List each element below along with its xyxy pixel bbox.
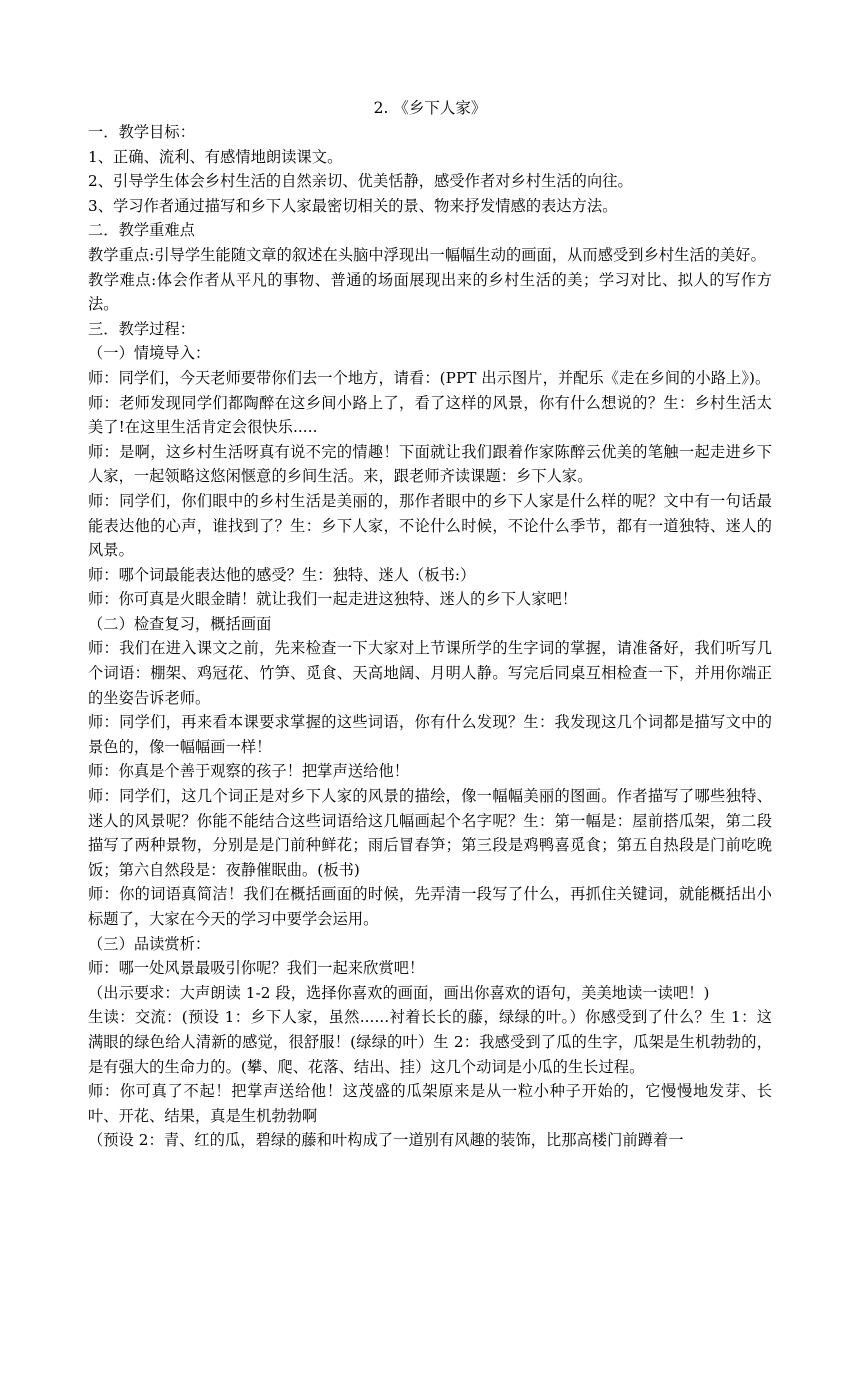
objective-3: 3、学习作者通过描写和乡下人家最密切相关的景、物来抒发情感的表达方法。: [88, 196, 618, 215]
objective-2: 2、引导学生体会乡村生活的自然亲切、优美恬静，感受作者对乡村生活的向往。: [88, 172, 633, 191]
dialogue-paragraph: 师：哪一处风景最吸引你呢？我们一起来欣赏吧！: [88, 959, 425, 978]
objective-1: 1、正确、流利、有感情地朗读课文。: [88, 147, 343, 166]
dialogue-paragraph: （出示要求：大声朗读 1-2 段，选择你喜欢的画面，画出你喜欢的语句，美美地读一读吧！): [88, 983, 710, 1002]
section-heading-key-points: 二．教学重难点: [88, 221, 196, 240]
dialogue-paragraph: 师：同学们，今天老师要带你们去一个地方，请看：(PPT 出示图片，并配乐《走在乡间的小路上》)。: [88, 368, 771, 387]
subsection-heading-reading: （三）品读赏析：: [88, 934, 211, 953]
dialogue-paragraph: 师：你可真了不起！把掌声送给他！这茂盛的瓜架原来是从一粒小种子开始的，它慢慢地发芽、长叶、开花、结果，真是生机勃勃啊: [88, 1082, 772, 1125]
section-heading-process: 三．教学过程：: [88, 319, 196, 338]
subsection-heading-review: （二）检查复习，概括画面: [88, 614, 272, 633]
dialogue-paragraph: 生读：交流：(预设 1：乡下人家，虽然......衬着长长的藤，绿绿的叶。）你感受到了什么？生 1：这满眼的绿色给人清新的感觉，很舒服！(绿绿的叶）生 2：我感受到了瓜的生字，瓜架是生机勃勃的，是有强大的生命力的。(攀、爬、花落、结出、挂）这几个动词是小瓜的生长过程。: [88, 1008, 772, 1076]
key-point: 教学重点:引导学生能随文章的叙述在头脑中浮现出一幅幅生动的画面，从而感受到乡村生活的美好。: [88, 245, 766, 264]
dialogue-paragraph: 师：你真是个善于观察的孩子！把掌声送给他！: [88, 762, 410, 781]
dialogue-paragraph: 师：同学们，你们眼中的乡村生活是美丽的，那作者眼中的乡下人家是什么样的呢？文中有一句话最能表达他的心声，谁找到了？生：乡下人家，不论什么时候，不论什么季节，都有一道独特、迷人的风景。: [88, 491, 772, 560]
dialogue-paragraph: 师：你可真是火眼金睛！就让我们一起走进这独特、迷人的乡下人家吧！: [88, 590, 578, 609]
dialogue-paragraph: 师：你的词语真简洁！我们在概括画面的时候，先弄清一段写了什么，再抓住关键词，就能概括出小标题了，大家在今天的学习中要学会运用。: [88, 885, 772, 928]
dialogue-paragraph: （预设 2：青、红的瓜，碧绿的藤和叶构成了一道别有风趣的装饰，比那高楼门前蹲着一: [88, 1131, 684, 1150]
subsection-heading-intro: （一）情境导入：: [88, 344, 211, 363]
difficult-point: 教学难点:体会作者从平凡的事物、普通的场面展现出来的乡村生活的美；学习对比、拟人的写作方法。: [88, 270, 772, 314]
document-body: [88, 120, 772, 1153]
dialogue-paragraph: 师：哪个词最能表达他的感受？生：独特、迷人（板书:）: [88, 565, 476, 584]
document-title: 2. 《乡下人家》: [373, 99, 487, 117]
dialogue-paragraph: 师：是啊，这乡村生活呀真有说不完的情趣！下面就让我们跟着作家陈醉云优美的笔触一起走进乡下人家，一起领略这悠闲惬意的乡间生活。来，跟老师齐读课题：乡下人家。: [88, 442, 772, 486]
dialogue-paragraph: 师：老师发现同学们都陶醉在这乡间小路上了，看了这样的风景，你有什么想说的？生：乡村生活太美了!在这里生活肯定会很快乐.....: [88, 393, 772, 437]
dialogue-paragraph: 师：同学们，这几个词正是对乡下人家的风景的描绘，像一幅幅美丽的图画。作者描写了哪些独特、迷人的风景呢？你能不能结合这些词语给这几幅画起个名字呢？生：第一幅是：屋前搭瓜架，第二段描写了两种景物，分别是是门前种鲜花；雨后冒春笋；第三段是鸡鸭喜觅食；第五自热段是门前吃晚饭；第六自然段是：夜静催眠曲。(板书): [88, 787, 772, 879]
dialogue-paragraph: 师：同学们，再来看本课要求掌握的这些词语，你有什么发现？生：我发现这几个词都是描写文中的景色的，像一幅幅画一样！: [88, 713, 772, 756]
dialogue-paragraph: 师：我们在进入课文之前，先来检查一下大家对上节课所学的生字词的掌握，请准备好，我们听写几个词语：棚架、鸡冠花、竹笋、觅食、天高地阔、月明人静。写完后同桌互相检查一下，并用你端正的坐姿告诉老师。: [88, 639, 772, 707]
section-heading-objectives: 一．教学目标：: [88, 123, 196, 141]
